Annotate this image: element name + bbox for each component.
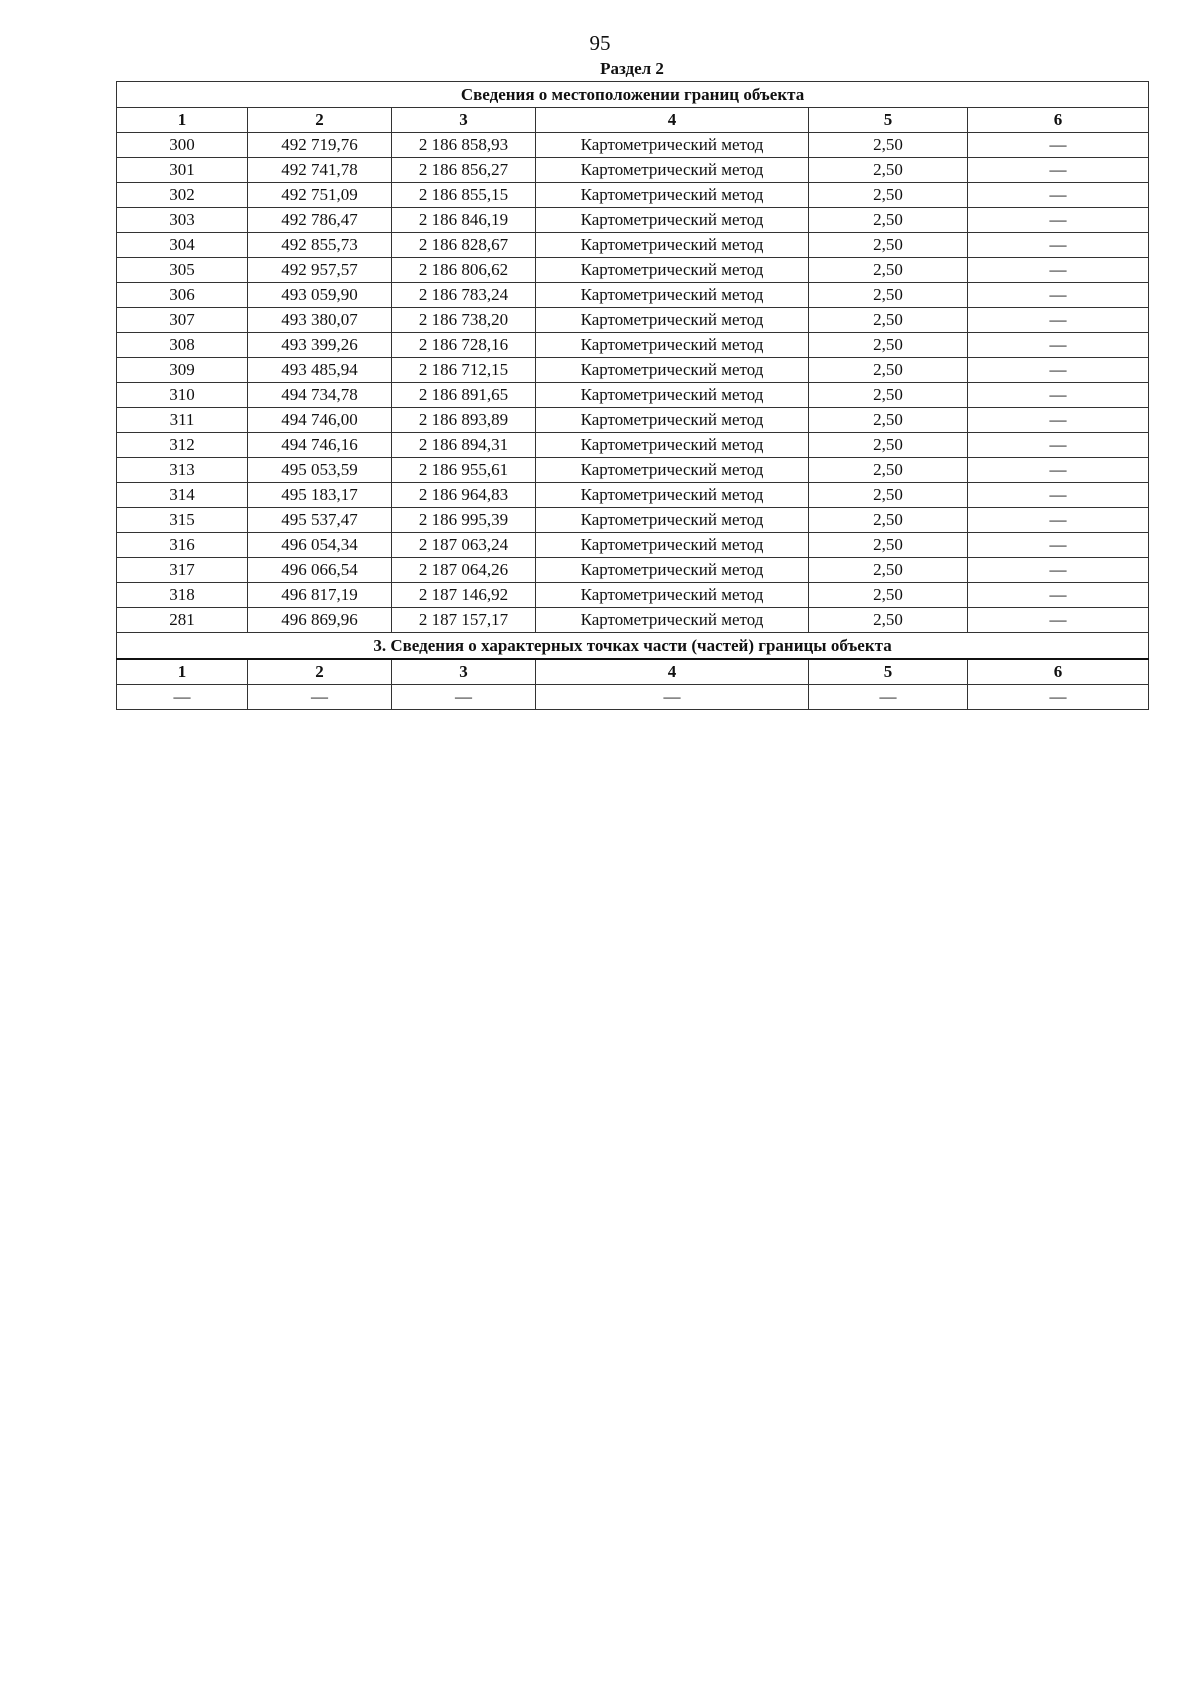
y-coordinate-cell: 2 186 728,16 [392, 333, 536, 358]
x-coordinate-cell: 494 746,16 [248, 433, 392, 458]
method-cell: Картометрический метод [536, 433, 809, 458]
description-cell: — [968, 133, 1149, 158]
point-number-cell: 281 [117, 608, 248, 633]
column-header: 4 [536, 108, 809, 133]
description-cell: — [968, 433, 1149, 458]
point-number-cell: 302 [117, 183, 248, 208]
point-number-cell: 306 [117, 283, 248, 308]
x-coordinate-cell: 492 719,76 [248, 133, 392, 158]
point-number-cell: 312 [117, 433, 248, 458]
section3-cell: — [968, 685, 1149, 710]
section3-cell: — [809, 685, 968, 710]
x-coordinate-cell: 496 066,54 [248, 558, 392, 583]
x-coordinate-cell: 496 869,96 [248, 608, 392, 633]
description-cell: — [968, 308, 1149, 333]
x-coordinate-cell: 493 380,07 [248, 308, 392, 333]
x-coordinate-cell: 495 537,47 [248, 508, 392, 533]
y-coordinate-cell: 2 186 858,93 [392, 133, 536, 158]
table-row [117, 483, 1149, 508]
point-number-cell: 308 [117, 333, 248, 358]
description-cell: — [968, 258, 1149, 283]
table-row [117, 508, 1149, 533]
method-cell: Картометрический метод [536, 608, 809, 633]
table-row [117, 233, 1149, 258]
y-coordinate-cell: 2 187 157,17 [392, 608, 536, 633]
method-cell: Картометрический метод [536, 583, 809, 608]
section3-cell: — [117, 685, 248, 710]
description-cell: — [968, 483, 1149, 508]
point-number-cell: 305 [117, 258, 248, 283]
description-cell: — [968, 508, 1149, 533]
section3-row [117, 685, 1149, 710]
description-cell: — [968, 558, 1149, 583]
table-row [117, 183, 1149, 208]
description-cell: — [968, 208, 1149, 233]
accuracy-cell: 2,50 [809, 558, 968, 583]
x-coordinate-cell: 493 485,94 [248, 358, 392, 383]
method-cell: Картометрический метод [536, 358, 809, 383]
section3-title: 3. Сведения о характерных точках части (частей) границы объекта [117, 633, 1149, 660]
y-coordinate-cell: 2 187 063,24 [392, 533, 536, 558]
table-row [117, 258, 1149, 283]
x-coordinate-cell: 494 734,78 [248, 383, 392, 408]
y-coordinate-cell: 2 186 894,31 [392, 433, 536, 458]
description-cell: — [968, 283, 1149, 308]
point-number-cell: 303 [117, 208, 248, 233]
method-cell: Картометрический метод [536, 458, 809, 483]
method-cell: Картометрический метод [536, 308, 809, 333]
section3-cell: — [392, 685, 536, 710]
table-row [117, 608, 1149, 633]
accuracy-cell: 2,50 [809, 383, 968, 408]
table-row [117, 408, 1149, 433]
table-row [117, 133, 1149, 158]
column-header: 5 [809, 108, 968, 133]
accuracy-cell: 2,50 [809, 233, 968, 258]
accuracy-cell: 2,50 [809, 133, 968, 158]
y-coordinate-cell: 2 187 064,26 [392, 558, 536, 583]
point-number-cell: 310 [117, 383, 248, 408]
table-row [117, 308, 1149, 333]
x-coordinate-cell: 493 059,90 [248, 283, 392, 308]
table-title-row [117, 82, 1149, 108]
column-header: 2 [248, 108, 392, 133]
description-cell: — [968, 408, 1149, 433]
accuracy-cell: 2,50 [809, 608, 968, 633]
point-number-cell: 313 [117, 458, 248, 483]
y-coordinate-cell: 2 186 846,19 [392, 208, 536, 233]
accuracy-cell: 2,50 [809, 308, 968, 333]
method-cell: Картометрический метод [536, 183, 809, 208]
y-coordinate-cell: 2 187 146,92 [392, 583, 536, 608]
point-number-cell: 311 [117, 408, 248, 433]
description-cell: — [968, 158, 1149, 183]
method-cell: Картометрический метод [536, 258, 809, 283]
y-coordinate-cell: 2 186 891,65 [392, 383, 536, 408]
method-cell: Картометрический метод [536, 383, 809, 408]
accuracy-cell: 2,50 [809, 283, 968, 308]
method-cell: Картометрический метод [536, 283, 809, 308]
column-header: 3 [392, 108, 536, 133]
point-number-cell: 317 [117, 558, 248, 583]
table-row [117, 208, 1149, 233]
x-coordinate-cell: 493 399,26 [248, 333, 392, 358]
x-coordinate-cell: 496 817,19 [248, 583, 392, 608]
table-row [117, 433, 1149, 458]
method-cell: Картометрический метод [536, 483, 809, 508]
x-coordinate-cell: 492 957,57 [248, 258, 392, 283]
y-coordinate-cell: 2 186 893,89 [392, 408, 536, 433]
section3-cell: — [248, 685, 392, 710]
accuracy-cell: 2,50 [809, 508, 968, 533]
page-number: 95 [589, 31, 611, 55]
section3-column-header: 1 [117, 659, 248, 685]
accuracy-cell: 2,50 [809, 433, 968, 458]
table-row [117, 533, 1149, 558]
table-row [117, 458, 1149, 483]
section3-column-header: 3 [392, 659, 536, 685]
description-cell: — [968, 458, 1149, 483]
column-header: 1 [117, 108, 248, 133]
method-cell: Картометрический метод [536, 208, 809, 233]
table-row [117, 358, 1149, 383]
x-coordinate-cell: 492 855,73 [248, 233, 392, 258]
point-number-cell: 309 [117, 358, 248, 383]
method-cell: Картометрический метод [536, 408, 809, 433]
y-coordinate-cell: 2 186 783,24 [392, 283, 536, 308]
table-row [117, 583, 1149, 608]
description-cell: — [968, 233, 1149, 258]
section-label: Раздел 2 [600, 59, 664, 78]
point-number-cell: 307 [117, 308, 248, 333]
section3-column-header: 2 [248, 659, 392, 685]
accuracy-cell: 2,50 [809, 408, 968, 433]
y-coordinate-cell: 2 186 856,27 [392, 158, 536, 183]
y-coordinate-cell: 2 186 738,20 [392, 308, 536, 333]
method-cell: Картометрический метод [536, 158, 809, 183]
accuracy-cell: 2,50 [809, 458, 968, 483]
section3-cell: — [536, 685, 809, 710]
boundary-table [116, 81, 1149, 710]
description-cell: — [968, 333, 1149, 358]
y-coordinate-cell: 2 186 712,15 [392, 358, 536, 383]
x-coordinate-cell: 495 183,17 [248, 483, 392, 508]
x-coordinate-cell: 492 786,47 [248, 208, 392, 233]
table-row [117, 333, 1149, 358]
method-cell: Картометрический метод [536, 133, 809, 158]
accuracy-cell: 2,50 [809, 483, 968, 508]
column-header: 6 [968, 108, 1149, 133]
table-row [117, 158, 1149, 183]
method-cell: Картометрический метод [536, 558, 809, 583]
y-coordinate-cell: 2 186 955,61 [392, 458, 536, 483]
method-cell: Картометрический метод [536, 233, 809, 258]
point-number-cell: 318 [117, 583, 248, 608]
section3-column-header: 5 [809, 659, 968, 685]
point-number-cell: 304 [117, 233, 248, 258]
accuracy-cell: 2,50 [809, 333, 968, 358]
accuracy-cell: 2,50 [809, 183, 968, 208]
x-coordinate-cell: 496 054,34 [248, 533, 392, 558]
point-number-cell: 300 [117, 133, 248, 158]
point-number-cell: 314 [117, 483, 248, 508]
x-coordinate-cell: 492 751,09 [248, 183, 392, 208]
y-coordinate-cell: 2 186 806,62 [392, 258, 536, 283]
x-coordinate-cell: 495 053,59 [248, 458, 392, 483]
description-cell: — [968, 358, 1149, 383]
description-cell: — [968, 383, 1149, 408]
accuracy-cell: 2,50 [809, 583, 968, 608]
x-coordinate-cell: 492 741,78 [248, 158, 392, 183]
table-title: Сведения о местоположении границ объекта [117, 82, 1149, 108]
section3-column-header: 4 [536, 659, 809, 685]
point-number-cell: 301 [117, 158, 248, 183]
description-cell: — [968, 608, 1149, 633]
accuracy-cell: 2,50 [809, 208, 968, 233]
section3-header-row [117, 659, 1149, 685]
point-number-cell: 316 [117, 533, 248, 558]
description-cell: — [968, 533, 1149, 558]
accuracy-cell: 2,50 [809, 158, 968, 183]
x-coordinate-cell: 494 746,00 [248, 408, 392, 433]
table-row [117, 558, 1149, 583]
description-cell: — [968, 183, 1149, 208]
method-cell: Картометрический метод [536, 533, 809, 558]
section3-column-header: 6 [968, 659, 1149, 685]
y-coordinate-cell: 2 186 964,83 [392, 483, 536, 508]
y-coordinate-cell: 2 186 995,39 [392, 508, 536, 533]
table-row [117, 283, 1149, 308]
point-number-cell: 315 [117, 508, 248, 533]
y-coordinate-cell: 2 186 828,67 [392, 233, 536, 258]
description-cell: — [968, 583, 1149, 608]
column-header-row [117, 108, 1149, 133]
method-cell: Картометрический метод [536, 333, 809, 358]
accuracy-cell: 2,50 [809, 358, 968, 383]
method-cell: Картометрический метод [536, 508, 809, 533]
accuracy-cell: 2,50 [809, 533, 968, 558]
accuracy-cell: 2,50 [809, 258, 968, 283]
section3-title-row [117, 633, 1149, 660]
table-row [117, 383, 1149, 408]
y-coordinate-cell: 2 186 855,15 [392, 183, 536, 208]
